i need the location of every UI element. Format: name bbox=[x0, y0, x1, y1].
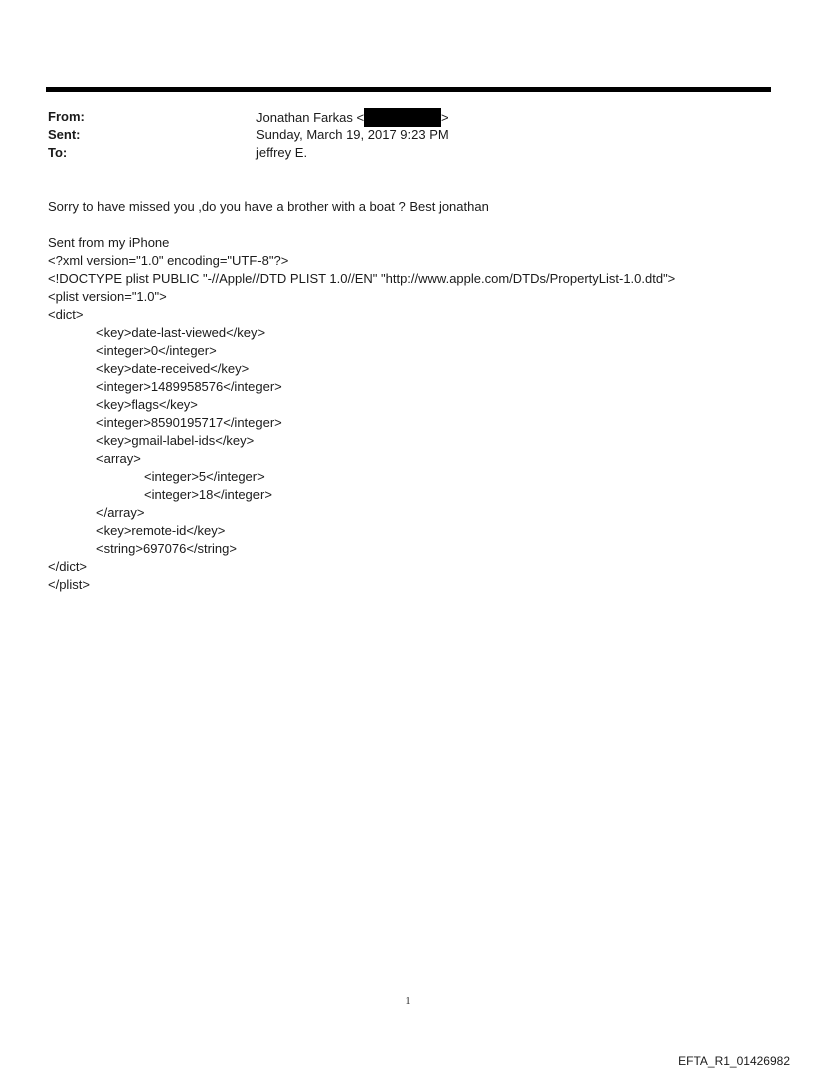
xml-line: <key>flags</key> bbox=[96, 397, 198, 412]
xml-line: <integer>1489958576</integer> bbox=[96, 379, 282, 394]
xml-line: <string>697076</string> bbox=[96, 541, 237, 556]
signature-line: Sent from my iPhone bbox=[48, 235, 170, 250]
to-label: To: bbox=[48, 145, 68, 160]
sender-close-bracket: > bbox=[441, 110, 449, 125]
sender-name: Jonathan Farkas < bbox=[256, 110, 365, 125]
xml-line: </plist> bbox=[48, 577, 90, 592]
sent-label: Sent: bbox=[48, 127, 81, 142]
xml-line: <plist version="1.0"> bbox=[48, 289, 167, 304]
redacted-email-block bbox=[364, 108, 441, 127]
xml-line: <integer>0</integer> bbox=[96, 343, 217, 358]
header-rule bbox=[46, 87, 771, 92]
xml-line: <?xml version="1.0" encoding="UTF-8"?> bbox=[48, 253, 289, 268]
from-label: From: bbox=[48, 109, 85, 124]
xml-line: <key>gmail-label-ids</key> bbox=[96, 433, 255, 448]
xml-line: <dict> bbox=[48, 307, 84, 322]
xml-line: <key>date-received</key> bbox=[96, 361, 250, 376]
from-value bbox=[256, 108, 449, 127]
xml-line: <integer>8590195717</integer> bbox=[96, 415, 282, 430]
xml-line: <!DOCTYPE plist PUBLIC "-//Apple//DTD PLIST 1.0//EN" "http://www.apple.com/DTDs/PropertyList-1.0.dtd"> bbox=[48, 271, 676, 286]
message-text: Sorry to have missed you ,do you have a brother with a boat ? Best jonathan bbox=[48, 199, 489, 214]
bates-number: EFTA_R1_01426982 bbox=[678, 1054, 790, 1068]
sent-value: Sunday, March 19, 2017 9:23 PM bbox=[256, 127, 449, 142]
message-body bbox=[48, 198, 675, 594]
xml-line: </array> bbox=[96, 505, 145, 520]
page-number: 1 bbox=[405, 996, 411, 1007]
xml-line: <integer>18</integer> bbox=[144, 487, 272, 502]
xml-line: </dict> bbox=[48, 559, 88, 574]
xml-line: <array> bbox=[96, 451, 141, 466]
to-value: jeffrey E. bbox=[256, 145, 308, 160]
xml-line: <key>remote-id</key> bbox=[96, 523, 226, 538]
xml-line: <integer>5</integer> bbox=[144, 469, 265, 484]
xml-line: <key>date-last-viewed</key> bbox=[96, 325, 266, 340]
